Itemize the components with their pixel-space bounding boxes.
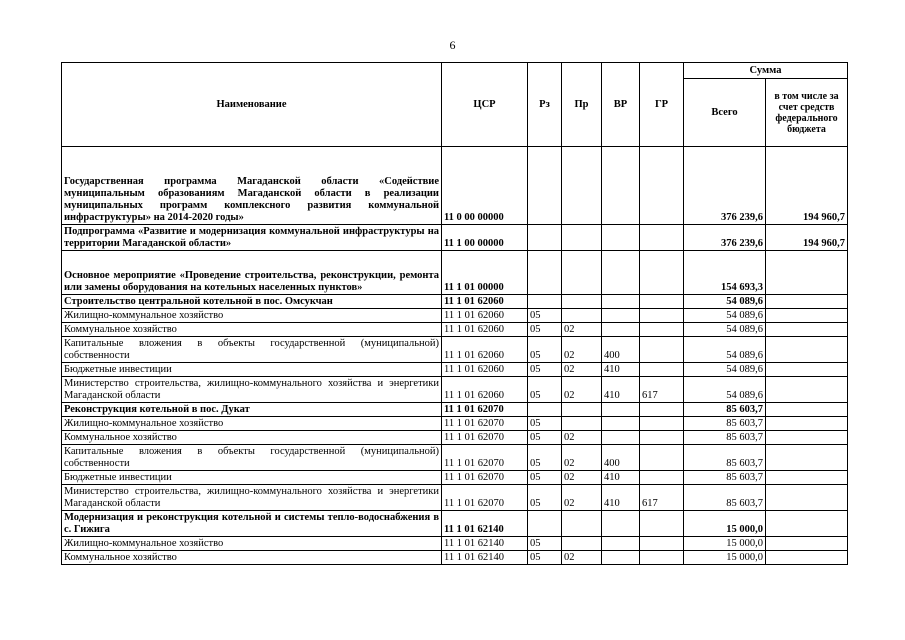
header-total: Всего — [684, 79, 766, 147]
row-pr — [562, 309, 602, 323]
header-rz: Рз — [528, 63, 562, 147]
row-federal — [766, 551, 848, 565]
row-vr — [602, 323, 640, 337]
row-pr — [562, 403, 602, 417]
row-csr: 11 1 01 62070 — [442, 417, 528, 431]
table-row — [62, 147, 848, 225]
row-gr — [640, 225, 684, 251]
row-rz: 05 — [528, 323, 562, 337]
row-name: Реконструкция котельной в пос. Дукат — [62, 403, 442, 417]
row-federal — [766, 511, 848, 537]
row-csr: 11 1 01 62060 — [442, 309, 528, 323]
row-vr — [602, 431, 640, 445]
row-gr — [640, 445, 684, 471]
row-name: Бюджетные инвестиции — [62, 471, 442, 485]
row-rz: 05 — [528, 431, 562, 445]
row-name: Капитальные вложения в объекты государственной (муниципальной) собственности — [62, 337, 442, 363]
row-csr: 11 1 01 00000 — [442, 251, 528, 295]
row-name: Министерство строительства, жилищно-коммунального хозяйства и энергетики Магаданской области — [62, 485, 442, 511]
row-total: 15 000,0 — [684, 537, 766, 551]
row-csr: 11 1 01 62060 — [442, 323, 528, 337]
table-row — [62, 403, 848, 417]
row-pr — [562, 251, 602, 295]
row-vr: 410 — [602, 377, 640, 403]
row-csr: 11 1 01 62140 — [442, 511, 528, 537]
row-gr — [640, 309, 684, 323]
row-gr — [640, 147, 684, 225]
row-csr: 11 0 00 00000 — [442, 147, 528, 225]
row-csr: 11 1 01 62060 — [442, 363, 528, 377]
table-row — [62, 295, 848, 309]
row-pr: 02 — [562, 363, 602, 377]
row-gr — [640, 511, 684, 537]
row-vr: 410 — [602, 363, 640, 377]
row-vr — [602, 309, 640, 323]
row-total: 54 089,6 — [684, 309, 766, 323]
table-row — [62, 551, 848, 565]
row-total: 154 693,3 — [684, 251, 766, 295]
row-federal — [766, 363, 848, 377]
row-pr — [562, 537, 602, 551]
row-name: Жилищно-коммунальное хозяйство — [62, 309, 442, 323]
row-total: 376 239,6 — [684, 147, 766, 225]
row-vr — [602, 251, 640, 295]
row-pr — [562, 511, 602, 537]
row-rz: 05 — [528, 485, 562, 511]
row-vr: 410 — [602, 471, 640, 485]
row-name: Капитальные вложения в объекты государственной (муниципальной) собственности — [62, 445, 442, 471]
row-rz — [528, 225, 562, 251]
row-name: Министерство строительства, жилищно-коммунального хозяйства и энергетики Магаданской области — [62, 377, 442, 403]
row-pr: 02 — [562, 551, 602, 565]
row-csr: 11 1 01 62070 — [442, 471, 528, 485]
row-rz: 05 — [528, 445, 562, 471]
row-total: 15 000,0 — [684, 551, 766, 565]
table-row — [62, 363, 848, 377]
row-rz — [528, 403, 562, 417]
table-row — [62, 225, 848, 251]
table-row — [62, 431, 848, 445]
row-federal — [766, 295, 848, 309]
row-vr — [602, 295, 640, 309]
table-row — [62, 417, 848, 431]
row-gr — [640, 471, 684, 485]
row-gr: 617 — [640, 377, 684, 403]
header-sum: Сумма — [684, 63, 848, 79]
table-row — [62, 309, 848, 323]
row-vr — [602, 511, 640, 537]
table-row — [62, 337, 848, 363]
row-federal — [766, 377, 848, 403]
row-pr — [562, 225, 602, 251]
row-federal — [766, 403, 848, 417]
row-csr: 11 1 01 62140 — [442, 551, 528, 565]
row-name: Государственная программа Магаданской области «Содействие муниципальным образованиям Магаданской области в реализации муниципальных программ комплексного развития коммунальной инфраструктуры» на 2014-2020 годы» — [62, 147, 442, 225]
table-row — [62, 323, 848, 337]
page-number: 6 — [449, 38, 456, 52]
row-vr — [602, 225, 640, 251]
row-csr: 11 1 01 62070 — [442, 431, 528, 445]
row-rz — [528, 295, 562, 309]
row-rz: 05 — [528, 363, 562, 377]
table-row — [62, 445, 848, 471]
row-total: 54 089,6 — [684, 323, 766, 337]
table-body — [62, 147, 848, 565]
row-vr — [602, 537, 640, 551]
row-pr: 02 — [562, 431, 602, 445]
row-gr — [640, 363, 684, 377]
row-federal: 194 960,7 — [766, 225, 848, 251]
row-name: Коммунальное хозяйство — [62, 431, 442, 445]
row-rz: 05 — [528, 309, 562, 323]
row-total: 54 089,6 — [684, 363, 766, 377]
row-name: Жилищно-коммунальное хозяйство — [62, 537, 442, 551]
header-pr: Пр — [562, 63, 602, 147]
row-gr — [640, 537, 684, 551]
row-csr: 11 1 01 62070 — [442, 445, 528, 471]
row-vr — [602, 551, 640, 565]
header-csr: ЦСР — [442, 63, 528, 147]
row-federal — [766, 485, 848, 511]
row-pr: 02 — [562, 323, 602, 337]
header-federal: в том числе за счет средств федерального бюджета — [766, 79, 848, 147]
row-csr: 11 1 01 62060 — [442, 295, 528, 309]
row-total: 85 603,7 — [684, 485, 766, 511]
row-total: 54 089,6 — [684, 337, 766, 363]
row-federal — [766, 337, 848, 363]
row-pr: 02 — [562, 377, 602, 403]
row-federal — [766, 471, 848, 485]
row-total: 85 603,7 — [684, 417, 766, 431]
row-vr — [602, 417, 640, 431]
row-total: 54 089,6 — [684, 295, 766, 309]
row-gr — [640, 295, 684, 309]
row-name: Жилищно-коммунальное хозяйство — [62, 417, 442, 431]
row-name: Модернизация и реконструкция котельной и системы тепло-водоснабжения в с. Гижига — [62, 511, 442, 537]
row-rz: 05 — [528, 471, 562, 485]
row-pr — [562, 417, 602, 431]
row-rz — [528, 251, 562, 295]
row-federal — [766, 431, 848, 445]
header-name: Наименование — [62, 63, 442, 147]
row-pr — [562, 147, 602, 225]
row-rz: 05 — [528, 551, 562, 565]
row-name: Основное мероприятие «Проведение строительства, реконструкции, ремонта или замены оборудования на котельных населенных пунктов» — [62, 251, 442, 295]
row-csr: 11 1 01 62070 — [442, 485, 528, 511]
row-total: 85 603,7 — [684, 431, 766, 445]
row-csr: 11 1 01 62140 — [442, 537, 528, 551]
row-total: 376 239,6 — [684, 225, 766, 251]
table-row — [62, 251, 848, 295]
row-total: 85 603,7 — [684, 471, 766, 485]
row-name: Коммунальное хозяйство — [62, 551, 442, 565]
budget-table — [61, 62, 848, 565]
row-name: Строительство центральной котельной в пос. Омсукчан — [62, 295, 442, 309]
row-pr — [562, 295, 602, 309]
row-pr: 02 — [562, 445, 602, 471]
row-gr — [640, 251, 684, 295]
row-gr — [640, 323, 684, 337]
row-name: Подпрограмма «Развитие и модернизация коммунальной инфраструктуры на территории Магаданской области» — [62, 225, 442, 251]
header-vr: ВР — [602, 63, 640, 147]
row-total: 85 603,7 — [684, 445, 766, 471]
row-total: 54 089,6 — [684, 377, 766, 403]
row-federal — [766, 251, 848, 295]
row-rz: 05 — [528, 377, 562, 403]
row-csr: 11 1 00 00000 — [442, 225, 528, 251]
row-gr — [640, 337, 684, 363]
row-gr — [640, 403, 684, 417]
row-rz — [528, 147, 562, 225]
row-csr: 11 1 01 62060 — [442, 377, 528, 403]
row-federal: 194 960,7 — [766, 147, 848, 225]
table-row — [62, 511, 848, 537]
row-pr: 02 — [562, 337, 602, 363]
row-vr: 410 — [602, 485, 640, 511]
row-total: 85 603,7 — [684, 403, 766, 417]
row-rz: 05 — [528, 337, 562, 363]
row-vr — [602, 403, 640, 417]
row-csr: 11 1 01 62060 — [442, 337, 528, 363]
row-vr: 400 — [602, 445, 640, 471]
row-name: Коммунальное хозяйство — [62, 323, 442, 337]
table-row — [62, 377, 848, 403]
row-rz — [528, 511, 562, 537]
row-federal — [766, 445, 848, 471]
row-rz: 05 — [528, 537, 562, 551]
row-federal — [766, 309, 848, 323]
row-vr: 400 — [602, 337, 640, 363]
table-row — [62, 485, 848, 511]
table-row — [62, 471, 848, 485]
row-vr — [602, 147, 640, 225]
row-gr: 617 — [640, 485, 684, 511]
row-name: Бюджетные инвестиции — [62, 363, 442, 377]
row-total: 15 000,0 — [684, 511, 766, 537]
row-rz: 05 — [528, 417, 562, 431]
row-gr — [640, 431, 684, 445]
row-gr — [640, 417, 684, 431]
row-pr: 02 — [562, 485, 602, 511]
row-federal — [766, 537, 848, 551]
header-gr: ГР — [640, 63, 684, 147]
row-csr: 11 1 01 62070 — [442, 403, 528, 417]
row-federal — [766, 417, 848, 431]
row-pr: 02 — [562, 471, 602, 485]
row-gr — [640, 551, 684, 565]
table-row — [62, 537, 848, 551]
row-federal — [766, 323, 848, 337]
